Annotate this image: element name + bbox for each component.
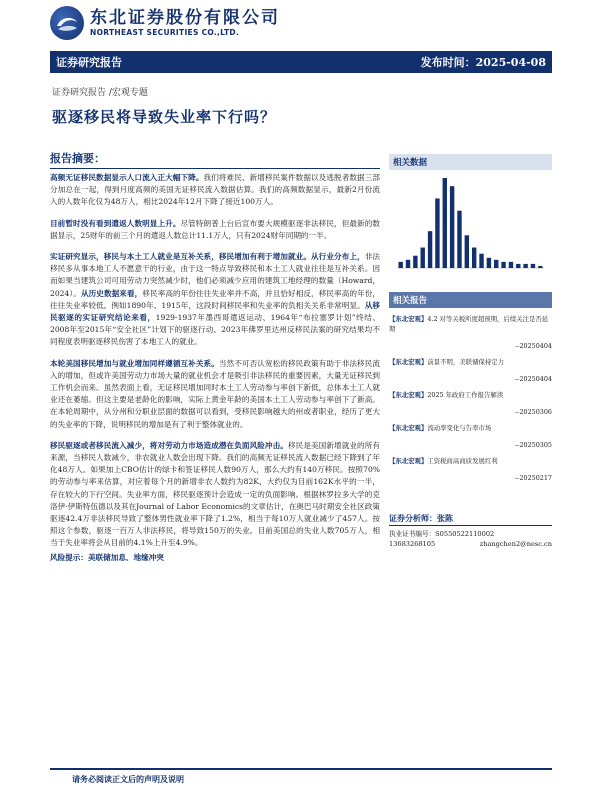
para-text: 当然不可否认宽松的移民政策有助于非法移民流入的增加，但或许美国劳动力市场大量的就业机会才是吸引非法移民的重要因素，大量无证移民到工作机会而来。虽然表面上看，无证移民增加同时本土工人劳动参与率创下新低，总体本土工人就业还在萎缩。但这主要是老龄化的影响，实际上黄金年龄的美国本土工人劳动参与率创下了新高。在本轮周期中，从分州和分职业层面的数据可以看到，受移民影响越大的州或者职业，经历了更大的失业率的下降，说明移民的增加是有了利于整体就业的。 xyxy=(50,358,381,429)
report-date: --20250306 xyxy=(515,408,552,416)
footer-divider xyxy=(50,768,552,770)
para-text: 移民率高的年份往往失业率并不高，并且恰好相反，移民率高的年份，往往失业率较低。例如1890年、1915年，这段时间移民率和失业率的负相关关系非常明显。 xyxy=(50,288,381,310)
related-reports-heading: 相关报告 xyxy=(389,292,552,308)
chart-bar xyxy=(516,264,520,268)
chart-bar xyxy=(413,256,417,268)
para-text: 我们将难民、新增移民案件数据以及逃脱者数据三部分加总在一起，得到月度高频的美国无证移民流入数据估算。我们的高频数据显示，最新2月份流入的人数年化仅为48万人，相比2024年12月下降了接近100万人。 xyxy=(50,173,381,207)
chart-bar xyxy=(406,260,410,268)
para-lead: 从历史数据来看， xyxy=(80,288,143,298)
summary-paragraph xyxy=(50,440,380,550)
report-tag: 【东北宏观】 xyxy=(389,358,428,366)
chart-bar xyxy=(509,262,513,268)
breadcrumb: 证券研究报告 /宏观专题 xyxy=(52,88,148,98)
chart-bar xyxy=(531,264,535,268)
para-lead: 从移民驱逐的实证研究结论来看， xyxy=(50,300,380,323)
para-lead: 高频无证移民数据显示人口流入正大幅下降。 xyxy=(50,173,204,182)
footer-disclaimer: 请务必阅读正文后的声明及说明 xyxy=(72,774,184,784)
related-data-heading: 相关数据 xyxy=(389,154,552,170)
chart-bar xyxy=(421,248,425,268)
company-name-cn: 东北证券股份有限公司 xyxy=(90,7,280,28)
chart-bar xyxy=(487,258,491,268)
report-title: 流动率变化与告率市场 xyxy=(427,424,492,432)
report-tag: 【东北宏观】 xyxy=(389,457,428,465)
publish-date: 发布时间：2025-04-08 xyxy=(420,56,546,69)
chart-bar xyxy=(538,266,542,268)
analyst-email[interactable]: zhangchen2@nesc.cn xyxy=(479,540,552,548)
para-lead: 本轮美国移民增加与就业增加同样遵循互补关系。 xyxy=(50,358,219,368)
company-logo xyxy=(50,6,280,40)
chart-bar xyxy=(494,260,498,268)
para-lead: 移民驱逐或者移民流入减少，将对劳动力市场造成潜在负面风险冲击。 xyxy=(50,440,288,450)
report-title: 4.2 对等关税所度超预期，后续关注是否延期 xyxy=(389,315,549,333)
logo-mark-icon xyxy=(50,6,84,40)
header-banner xyxy=(50,51,552,73)
related-report-item[interactable] xyxy=(389,423,552,450)
related-report-item[interactable] xyxy=(389,314,552,351)
analyst-panel xyxy=(389,513,552,549)
related-reports-panel xyxy=(389,292,552,483)
summary-paragraph xyxy=(50,251,380,349)
related-data-panel xyxy=(389,154,552,284)
para-text: 非法移民多从事本地工人不愿意干的行业，由于这一特点导致移民和本土工人就业往往是互补关系。因而如果当建筑公司可用劳动力突然减少时，他们必须减少应用的建筑工地经理的数量（Howard，2024）。 xyxy=(50,252,381,298)
chart-bar xyxy=(435,198,439,268)
related-report-item[interactable] xyxy=(389,456,552,483)
report-title: 工资税商高商质发展红利 xyxy=(427,457,498,465)
chart-bar xyxy=(479,254,483,268)
risk-warning: 风险提示：美联储加息、地缘冲突 xyxy=(50,552,164,562)
company-name-en: NORTHEAST SECURITIES CO.,LTD. xyxy=(90,27,240,37)
summary-paragraph xyxy=(50,218,380,242)
summary-section xyxy=(50,150,380,564)
report-tag: 【东北宏观】 xyxy=(389,315,428,323)
analyst-license: 执业证书编号：S0550522110002 xyxy=(389,530,495,538)
para-text: 尽管特朗普上台后宣布要大规模驱逐非法移民，但最新的数据显示，25财年的前三个月的遣返人数总计11.1万人，只有2024财年同期的一半。 xyxy=(50,218,380,240)
para-lead: 目前暂时没有看到遣返人数明显上升。 xyxy=(50,218,181,228)
analyst-heading: 证券分析师：张陈 xyxy=(389,513,552,526)
report-date: --20250305 xyxy=(515,441,552,449)
related-data-chart xyxy=(389,170,552,280)
chart-bar xyxy=(398,262,402,268)
chart-bar xyxy=(443,178,447,268)
report-title: 2025 年政府工作报告解读 xyxy=(427,391,504,399)
report-tag: 【东北宏观】 xyxy=(389,391,428,399)
chart-bar xyxy=(428,231,432,268)
report-title: 前景不明，美联储保持定力 xyxy=(427,358,505,366)
para-text: 1929-1937年墨西哥遣返运动、1964年“布拉塞罗计划”终结、2008年至2015年“安全社区”计划下的驱逐行动、2023年佛罗里达州反移民法案的研究结果均不同程度表明驱逐移民伤害了本地工人的就业。 xyxy=(50,313,381,347)
summary-heading: 报告摘要： xyxy=(50,150,380,169)
report-date: --20250404 xyxy=(515,342,552,350)
chart-bar xyxy=(465,235,469,268)
chart-bar xyxy=(472,248,476,268)
para-lead: 实证研究显示，移民与本土工人就业是互补关系，移民增加有利于增加就业。从行业分布上， xyxy=(50,252,365,262)
report-type: 证券研究报告 xyxy=(56,56,122,69)
report-tag: 【东北宏观】 xyxy=(389,424,428,432)
report-date: --20250217 xyxy=(515,474,552,482)
chart-bar xyxy=(450,186,454,268)
report-date: --20250404 xyxy=(515,375,552,383)
summary-paragraph xyxy=(50,358,380,431)
chart-bar xyxy=(523,264,527,268)
summary-paragraph xyxy=(50,172,380,209)
page-title: 驱逐移民将导致失业率下行吗？ xyxy=(52,108,277,126)
analyst-phone: 13683268105 xyxy=(389,540,436,548)
para-text: 移民是美国新增就业的所有来源，当移民人数减少，非农就业人数会出现下降。我们的高频无证移民流入数据已经下降到了年化48万人。如果加上CBO估计的绿卡和签证移民人数90万人，那么大约有140万移民。按照70%的劳动参与率来估算，对应着每个月的新增非农人数约为82K，大约仅为目前162K水平的一半，存在较大的下行空间。失业率方面，移民驱逐预计会造成一定的负面影响。根据林罗拉多大学的克洛伊·伊斯特伍德以及其在Journal of Labor Economics的文章估计，在奥巴马时期安全社区政策驱逐42.4万非法移民导致了整体男性就业率下降了1.2%，相当于每10万人就业减少了457人。按照这个参数，驱逐一百万人非法移民，将导致150万的失业。目前美国总的失业人数705万人，相当于失业率将会从目前的4.1%上升至4.9%。 xyxy=(50,440,381,548)
related-report-item[interactable] xyxy=(389,357,552,384)
chart-bar xyxy=(457,211,461,268)
related-report-item[interactable] xyxy=(389,390,552,417)
chart-bar xyxy=(501,262,505,268)
